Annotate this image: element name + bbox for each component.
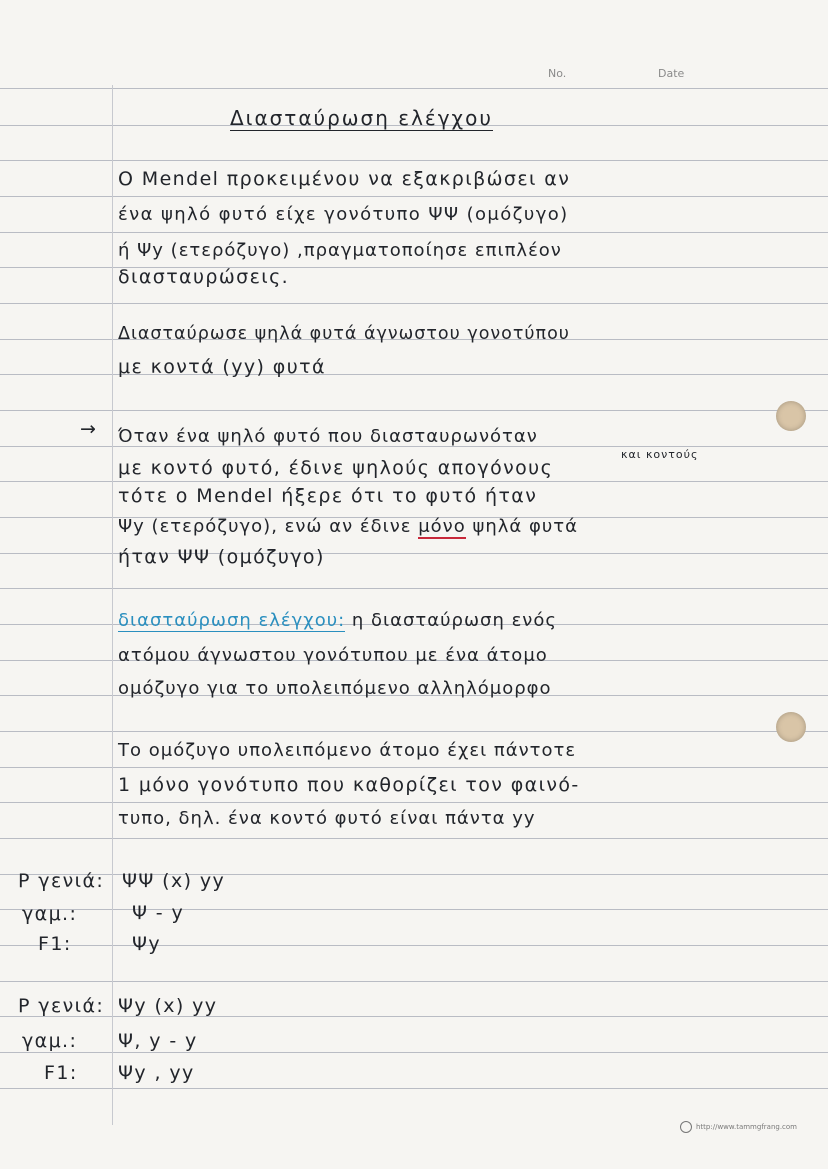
cross2-p-value: Ψy (x) yy — [118, 995, 218, 1017]
footer-url: http://www.tammgfrang.com — [696, 1123, 798, 1131]
rule-line — [0, 88, 828, 89]
date-label: Date — [658, 67, 685, 80]
rule-line — [0, 232, 828, 233]
p3-line-1: Όταν ένα ψηλό φυτό που διασταυρωνόταν — [118, 426, 538, 447]
p1-line-1: Ο Mendel προκειμένου να εξακριβώσει αν — [118, 168, 571, 190]
p3-emphasis-only: μόνο — [418, 516, 466, 537]
p4-line-3: τυπο, δηλ. ένα κοντό φυτό είναι πάντα yy — [118, 808, 536, 829]
rule-line — [0, 909, 828, 910]
rule-line — [0, 981, 828, 982]
cross2-f1-label: F1: — [44, 1062, 78, 1084]
p1-line-2: ένα ψηλό φυτό είχε γονότυπο ΨΨ (ομόζυγο) — [118, 204, 569, 225]
rule-line — [0, 196, 828, 197]
rule-line — [0, 1088, 828, 1089]
globe-icon — [680, 1121, 692, 1133]
rule-line — [0, 160, 828, 161]
binder-hole — [776, 401, 806, 431]
rule-line — [0, 588, 828, 589]
definition-term: διασταύρωση ελέγχου: — [118, 610, 346, 631]
cross1-gam-value: Ψ - y — [132, 902, 185, 924]
rule-line — [0, 1052, 828, 1053]
p3-line-2-post: απογόνους — [437, 457, 554, 479]
page-title: Διασταύρωση ελέγχου — [230, 106, 493, 130]
cross1-p-value: ΨΨ (x) yy — [122, 870, 226, 892]
cross2-gam-label: γαμ.: — [22, 1030, 78, 1052]
rule-line — [0, 481, 828, 482]
rule-line — [0, 802, 828, 803]
cross2-gam-value: Ψ, y - y — [118, 1030, 198, 1052]
definition-line-2: ατόμου άγνωστου γονότυπου με ένα άτομο — [118, 645, 548, 666]
p2-line-2: με κοντά (yy) φυτά — [118, 356, 326, 378]
p3-line-5: ήταν ΨΨ (ομόζυγο) — [118, 546, 325, 568]
p3-line-2-pre: με κοντό φυτό, έδινε ψηλούς — [118, 457, 438, 479]
p3-line-4 — [118, 516, 578, 538]
rule-line — [0, 838, 828, 839]
footer — [680, 1121, 797, 1133]
p4-line-1: Το ομόζυγο υπολειπόμενο άτομο έχει πάντοτε — [118, 740, 577, 761]
rule-line — [0, 731, 828, 732]
margin-line — [112, 85, 113, 1125]
definition-line-1-rest: η διασταύρωση ενός — [345, 610, 557, 631]
p3-line-3: τότε ο Mendel ήξερε ότι το φυτό ήταν — [118, 485, 538, 507]
cross2-f1-value: Ψy , yy — [118, 1062, 195, 1084]
rule-line — [0, 303, 828, 304]
p3-line-4-post: ψηλά φυτά — [465, 516, 578, 537]
p1-line-4: διασταυρώσεις. — [118, 266, 290, 288]
cross1-gam-label: γαμ.: — [22, 903, 78, 925]
cross1-f1-label: F1: — [38, 933, 72, 955]
binder-hole — [776, 712, 806, 742]
p3-line-4-pre: Ψy (ετερόζυγο), ενώ αν έδινε — [118, 516, 419, 537]
arrow-icon: → — [80, 418, 98, 440]
cross1-f1-value: Ψy — [132, 933, 161, 955]
rule-line — [0, 767, 828, 768]
definition-line-1 — [118, 610, 557, 632]
definition-line-3: ομόζυγο για το υπολειπόμενο αλληλόμορφο — [118, 678, 552, 699]
rule-line — [0, 945, 828, 946]
cross1-p-label: Ρ γενιά: — [18, 870, 105, 892]
p3-line-2 — [118, 457, 553, 479]
p1-line-3: ή Ψy (ετερόζυγο) ,πραγματοποίησε επιπλέον — [118, 240, 562, 261]
p4-line-2: 1 μόνο γονότυπο που καθορίζει τον φαινό- — [118, 774, 580, 796]
cross2-p-label: Ρ γενιά: — [18, 995, 105, 1017]
p3-insert: και κοντούς — [621, 448, 699, 461]
p2-line-1: Διασταύρωσε ψηλά φυτά άγνωστου γονοτύπου — [118, 324, 570, 344]
no-label: No. — [548, 67, 567, 80]
rule-line — [0, 410, 828, 411]
